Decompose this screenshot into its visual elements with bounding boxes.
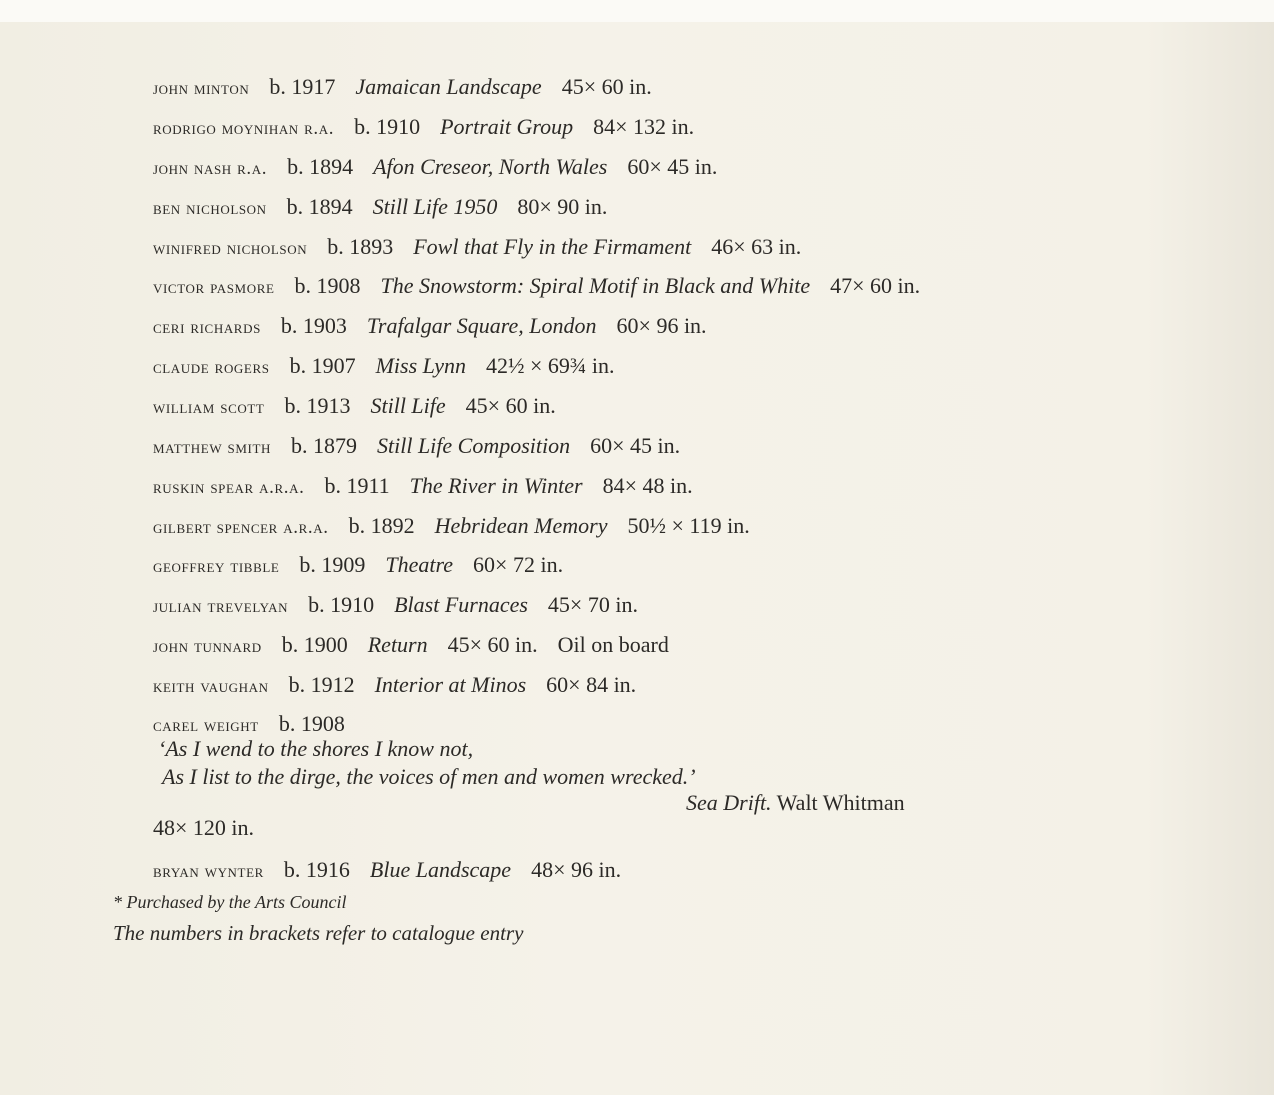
artist-name: julian trevelyan bbox=[153, 596, 289, 617]
work-dimensions: 84× 132 in. bbox=[593, 114, 695, 139]
work-dimensions: 84× 48 in. bbox=[602, 473, 693, 498]
quote-line-2: As I list to the dirge, the voices of men and women wrecked.’ bbox=[162, 764, 696, 789]
artist-name: keith vaughan bbox=[153, 676, 269, 697]
work-dimensions: 60× 45 in. bbox=[627, 154, 718, 179]
work-title: Portrait Group bbox=[440, 114, 574, 139]
entry-details bbox=[153, 471, 693, 503]
artist-name: matthew smith bbox=[153, 437, 271, 458]
work-dimensions: 48× 96 in. bbox=[531, 857, 622, 882]
birth-year: b. 1894 bbox=[287, 154, 354, 179]
entry-details bbox=[153, 590, 638, 622]
entry-details bbox=[153, 670, 636, 702]
work-dimensions: 80× 90 in. bbox=[517, 194, 608, 219]
work-dimensions: 45× 60 in. bbox=[465, 393, 556, 418]
work-title: Still Life bbox=[370, 393, 446, 418]
entry-details bbox=[153, 351, 615, 383]
work-title: Blast Furnaces bbox=[394, 592, 528, 617]
birth-year: b. 1908 bbox=[278, 711, 345, 736]
entry-details bbox=[153, 72, 652, 104]
entry-details bbox=[153, 192, 607, 224]
birth-year: b. 1894 bbox=[286, 194, 353, 219]
work-dimensions: 45× 60 in. bbox=[561, 74, 652, 99]
work-title: Interior at Minos bbox=[374, 672, 527, 697]
birth-year: b. 1900 bbox=[281, 632, 348, 657]
footnote-purchased: * Purchased by the Arts Council bbox=[113, 892, 347, 912]
entry-details bbox=[153, 550, 563, 582]
entry-53-quote bbox=[158, 735, 696, 791]
artist-name: carel weight bbox=[153, 715, 259, 736]
entry-details bbox=[153, 630, 669, 662]
work-dimensions: 50½ × 119 in. bbox=[627, 513, 750, 538]
work-title: Hebridean Memory bbox=[434, 513, 608, 538]
work-title: Trafalgar Square, London bbox=[366, 313, 597, 338]
entry-details bbox=[153, 271, 920, 303]
birth-year: b. 1911 bbox=[324, 473, 390, 498]
page-top-margin bbox=[0, 0, 1274, 22]
artist-name: john tunnard bbox=[153, 636, 262, 657]
work-dimensions: 45× 70 in. bbox=[547, 592, 638, 617]
artist-name: victor pasmore bbox=[153, 277, 275, 298]
quote-credit bbox=[686, 790, 905, 816]
birth-year: b. 1903 bbox=[280, 313, 347, 338]
birth-year: b. 1917 bbox=[269, 74, 336, 99]
artist-name: bryan wynter bbox=[153, 861, 264, 882]
entry-details bbox=[153, 152, 717, 184]
work-title: Theatre bbox=[385, 552, 454, 577]
artist-name: john minton bbox=[153, 78, 250, 99]
work-title: Blue Landscape bbox=[369, 857, 512, 882]
work-title: Jamaican Landscape bbox=[355, 74, 542, 99]
work-dimensions: 60× 72 in. bbox=[473, 552, 564, 577]
birth-year: b. 1916 bbox=[283, 857, 350, 882]
birth-year: b. 1908 bbox=[294, 273, 361, 298]
work-title: Fowl that Fly in the Firmament bbox=[413, 234, 692, 259]
entry-details bbox=[153, 112, 694, 144]
entry-details bbox=[153, 311, 707, 343]
quote-author: Walt Whitman bbox=[776, 790, 905, 815]
entry-details bbox=[153, 431, 680, 463]
entry-details bbox=[153, 855, 621, 887]
birth-year: b. 1907 bbox=[289, 353, 356, 378]
work-medium: Oil on board bbox=[557, 632, 669, 657]
work-dimensions: 46× 63 in. bbox=[711, 234, 802, 259]
work-dimensions: 42½ × 69¾ in. bbox=[485, 353, 615, 378]
artist-name: winifred nicholson bbox=[153, 238, 308, 259]
entry-details bbox=[153, 391, 556, 423]
footnote-brackets: The numbers in brackets refer to catalogue entry bbox=[113, 921, 524, 945]
work-dimensions: 60× 45 in. bbox=[590, 433, 681, 458]
entry-details bbox=[153, 511, 750, 543]
birth-year: b. 1892 bbox=[348, 513, 415, 538]
work-dimensions: 45× 60 in. bbox=[447, 632, 538, 657]
birth-year: b. 1879 bbox=[291, 433, 357, 458]
birth-year: b. 1912 bbox=[288, 672, 355, 697]
birth-year: b. 1910 bbox=[308, 592, 375, 617]
work-title: Afon Creseor, North Wales bbox=[373, 154, 608, 179]
artist-name: ruskin spear a.r.a. bbox=[153, 477, 305, 498]
work-title: The River in Winter bbox=[409, 473, 583, 498]
birth-year: b. 1893 bbox=[327, 234, 394, 259]
work-title: Return bbox=[367, 632, 428, 657]
artist-name: ceri richards bbox=[153, 317, 261, 338]
artist-name: ben nicholson bbox=[153, 198, 267, 219]
artist-name: claude rogers bbox=[153, 357, 270, 378]
work-title: Still Life 1950 bbox=[372, 194, 498, 219]
work-dimensions: 60× 96 in. bbox=[616, 313, 707, 338]
work-title: Still Life Composition bbox=[377, 433, 571, 458]
entry-details bbox=[153, 232, 801, 264]
work-title: The Snowstorm: Spiral Motif in Black and White bbox=[380, 273, 811, 298]
artist-name: john nash r.a. bbox=[153, 158, 268, 179]
artist-name: geoffrey tibble bbox=[153, 556, 280, 577]
birth-year: b. 1910 bbox=[354, 114, 421, 139]
artist-name: william scott bbox=[153, 397, 265, 418]
quote-source: Sea Drift. bbox=[686, 790, 772, 815]
artist-name: rodrigo moynihan r.a. bbox=[153, 118, 335, 139]
quote-line-1: ‘As I wend to the shores I know not, bbox=[158, 736, 474, 761]
artist-name: gilbert spencer a.r.a. bbox=[153, 517, 329, 538]
work-dimensions: 60× 84 in. bbox=[546, 672, 637, 697]
work-title: Miss Lynn bbox=[375, 353, 466, 378]
entry-53-size: 48× 120 in. bbox=[153, 815, 255, 840]
work-dimensions: 47× 60 in. bbox=[830, 273, 921, 298]
birth-year: b. 1909 bbox=[299, 552, 366, 577]
birth-year: b. 1913 bbox=[284, 393, 351, 418]
